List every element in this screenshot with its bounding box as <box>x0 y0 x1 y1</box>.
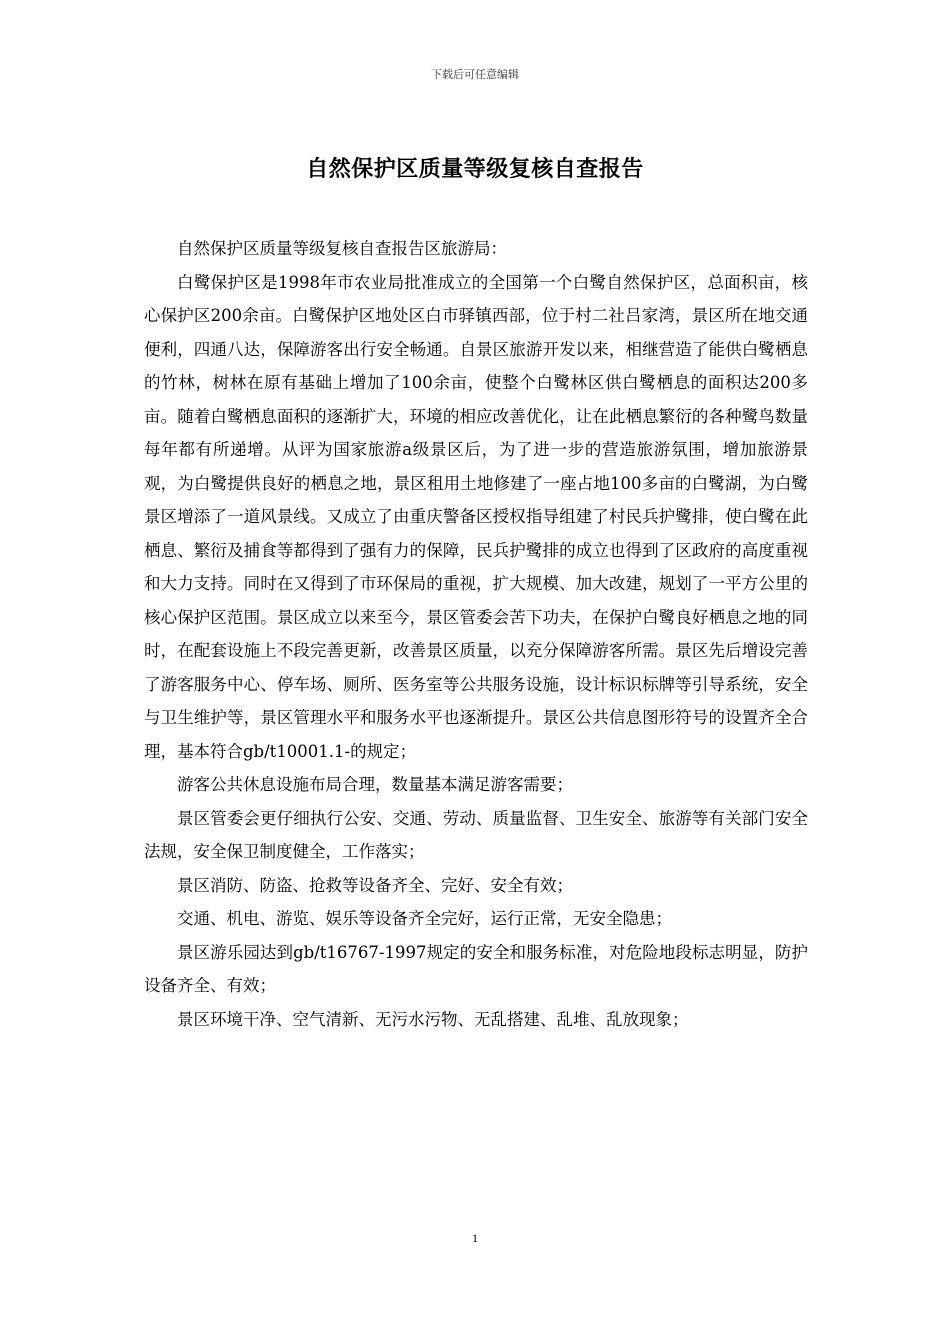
paragraph-environment: 景区环境干净、空气清新、无污水污物、无乱搭建、乱堆、乱放现象； <box>177 1009 689 1029</box>
document-body <box>144 232 808 1036</box>
paragraph-fire-equipment: 景区消防、防盗、抢救等设备齐全、完好、安全有效； <box>177 875 573 895</box>
paragraph-transport-equipment: 交通、机电、游览、娱乐等设备齐全完好，运行正常，无安全隐患； <box>177 909 672 928</box>
paragraph-amusement-park: 景区游乐园达到gb/t16767-1997规定的安全和服务标准，对危险地段标志明显，防护设备齐全、有效； <box>144 942 808 995</box>
header-note: 下载后可任意编辑 <box>431 68 519 81</box>
paragraph-main: 白鹭保护区是1998年市农业局批准成立的全国第一个白鹭自然保护区，总面积亩，核心保护区200余亩。白鹭保护区地处区白市驿镇西部，位于村二社吕家湾，景区所在地交通便利，四通八达，保障游客出行安全畅通。自景区旅游开发以来，相继营造了能供白鹭栖息的竹林，树林在原有基础上增加了100余亩，使整个白鹭林区供白鹭栖息的面积达200多亩。随着白鹭栖息面积的逐渐扩大，环境的相应改善优化，让在此栖息繁衍的各种鹭鸟数量每年都有所递增。从评为国家旅游a级景区后，为了进一步的营造旅游氛围，增加旅游景观，为白鹭提供良好的栖息之地，景区租用土地修建了一座占地100多亩的白鹭湖，为白鹭景区增添了一道风景线。又成立了由重庆警备区授权指导组建了村民兵护鹭排，使白鹭在此栖息、繁衍及捕食等都得到了强有力的保障，民兵护鹭排的成立也得到了区政府的高度重视和大力支持。同时在又得到了市环保局的重视，扩大规模、加大改建，规划了一平方公里的核心保护区范围。景区成立以来至今，景区管委会苦下功夫，在保护白鹭良好栖息之地的同时，在配套设施上不段完善更新，改善景区质量，以充分保障游客所需。景区先后增设完善了游客服务中心、停车场、厕所、医务室等公共服务设施，设计标识标牌等引导系统，安全与卫生维护等，景区管理水平和服务水平也逐渐提升。景区公共信息图形符号的设置齐全合理，基本符合gb/t10001.1-的规定； <box>144 272 808 761</box>
page-number: 1 <box>472 1231 478 1245</box>
document-title: 自然保护区质量等级复核自查报告 <box>306 157 644 182</box>
paragraph-salutation: 自然保护区质量等级复核自查报告区旅游局： <box>177 239 507 258</box>
paragraph-safety-regulations: 景区管委会更仔细执行公安、交通、劳动、质量监督、卫生安全、旅游等有关部门安全法规，安全保卫制度健全，工作落实； <box>144 808 808 861</box>
paragraph-rest-facilities: 游客公共休息设施布局合理，数量基本满足游客需要； <box>177 775 573 794</box>
